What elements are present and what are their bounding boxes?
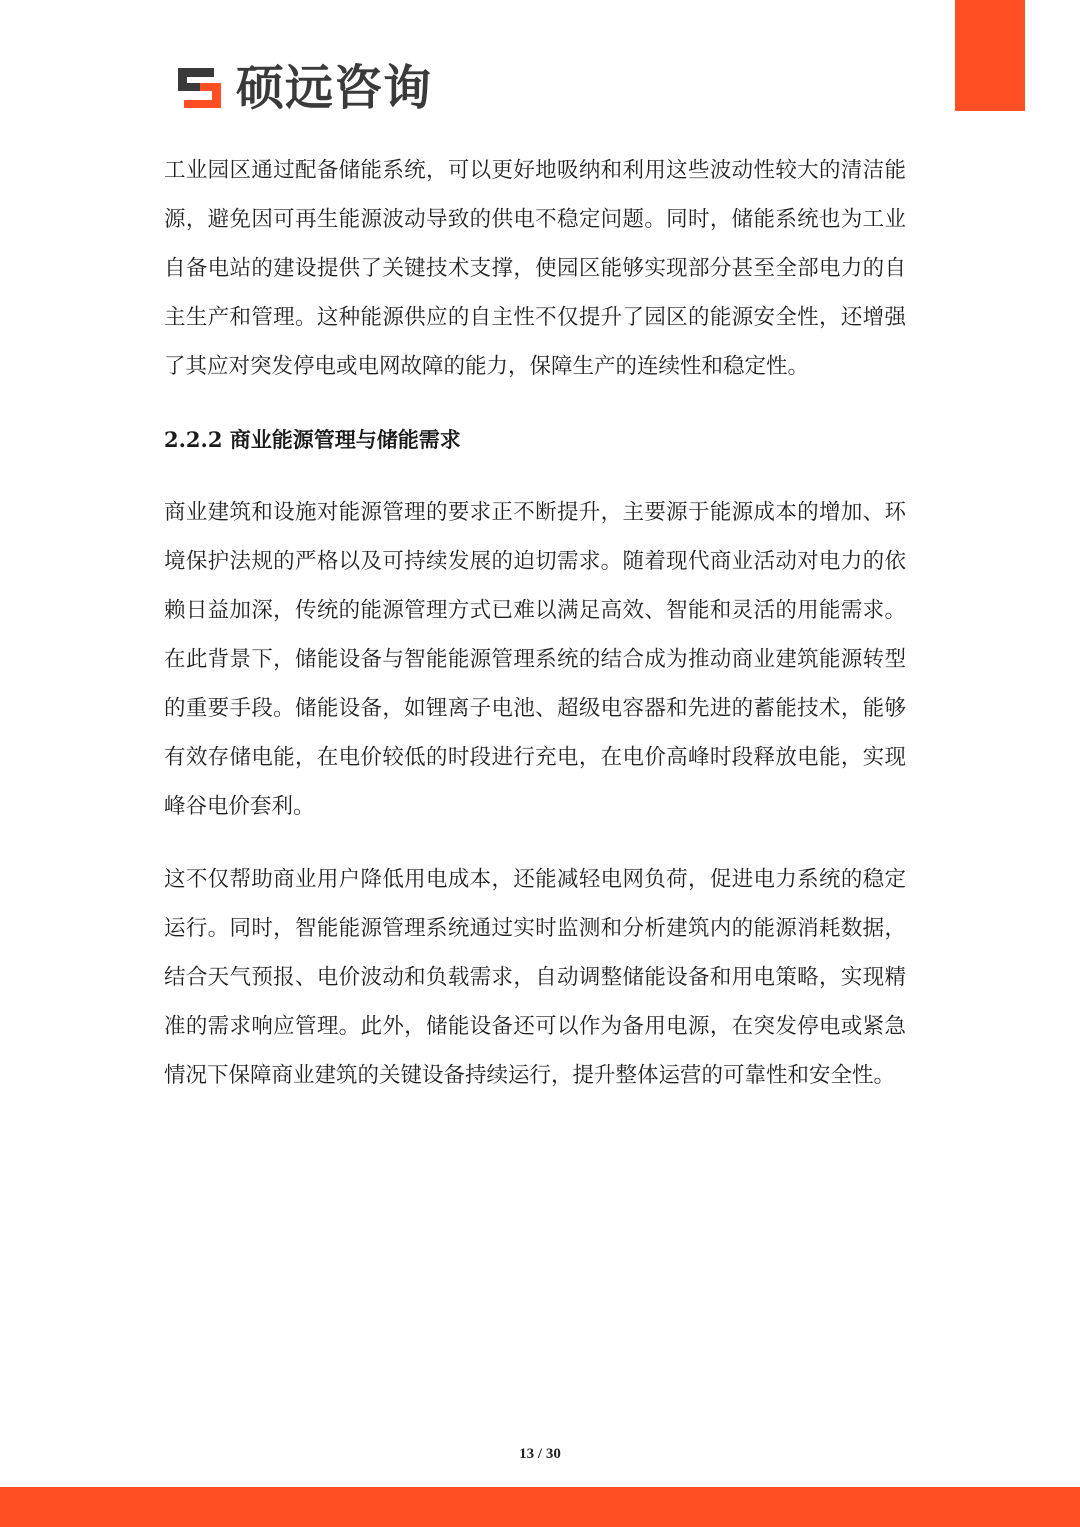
footer-accent-bar [0, 1487, 1080, 1527]
brand-s-logo-icon [176, 64, 224, 112]
intro-paragraph: 工业园区通过配备储能系统，可以更好地吸纳和利用这些波动性较大的清洁能源，避免因可再生能源波动导致的供电不稳定问题。同时，储能系统也为工业自备电站的建设提供了关键技术支撑，使园区能够实现部分甚至全部电力的自主生产和管理。这种能源供应的自主性不仅提升了园区的能源安全性，还增强了其应对突发停电或电网故障的能力，保障生产的连续性和稳定性。 [164, 158, 906, 379]
page-number: 13 / 30 [519, 1446, 561, 1462]
commercial-paragraph-2: 这不仅帮助商业用户降低用电成本，还能减轻电网负荷，促进电力系统的稳定运行。同时，智能能源管理系统通过实时监测和分析建筑内的能源消耗数据，结合天气预报、电价波动和负载需求，自动调整储能设备和用电策略，实现精准的需求响应管理。此外，储能设备还可以作为备用电源，在突发停电或紧急情况下保障商业建筑的关键设备持续运行，提升整体运营的可靠性和安全性。 [164, 867, 906, 1088]
brand-name: 硕远咨询 [236, 60, 433, 116]
brand-logo [176, 60, 432, 116]
corner-accent-tab [955, 0, 1025, 111]
commercial-paragraph-1: 商业建筑和设施对能源管理的要求正不断提升，主要源于能源成本的增加、环境保护法规的严格以及可持续发展的迫切需求。随着现代商业活动对电力的依赖日益加深，传统的能源管理方式已难以满足高效、智能和灵活的用能需求。在此背景下，储能设备与智能能源管理系统的结合成为推动商业建筑能源转型的重要手段。储能设备，如锂离子电池、超级电容器和先进的蓄能技术，能够有效存储电能，在电价较低的时段进行充电，在电价高峰时段释放电能，实现峰谷电价套利。 [164, 500, 906, 819]
document-body [164, 146, 906, 1100]
section-heading: 2.2.2 商业能源管理与储能需求 [164, 427, 461, 452]
